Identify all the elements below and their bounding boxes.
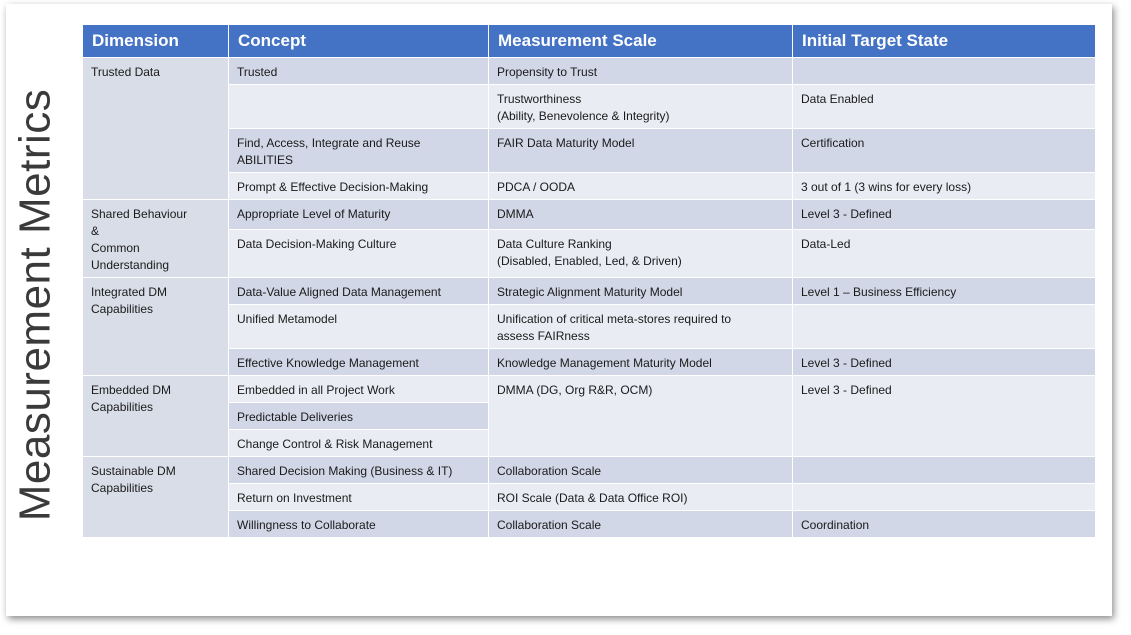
dimension-line: Shared Behaviour	[91, 207, 188, 221]
target-state-cell	[793, 229, 1096, 277]
header-dimension: Dimension	[83, 25, 229, 58]
concept-cell	[229, 305, 489, 349]
target-state-cell	[793, 173, 1096, 200]
concept-line: ABILITIES	[237, 153, 294, 167]
measurement-scale-cell	[489, 278, 793, 305]
target-line	[801, 64, 1087, 81]
concept-line: Embedded in all Project Work	[237, 383, 395, 397]
concept-line: Prompt & Effective Decision-Making	[237, 180, 429, 194]
concept-cell	[229, 129, 489, 173]
concept-cell	[229, 349, 489, 376]
scale-line: Collaboration Scale	[497, 518, 602, 532]
concept-line	[237, 91, 480, 108]
scale-line: Propensity to Trust	[497, 65, 598, 79]
dimension-line: Trusted Data	[91, 65, 160, 79]
scale-line: DMMA	[497, 207, 534, 221]
target-state-cell: Level 3 - Defined	[793, 376, 1096, 457]
table-row	[83, 511, 1096, 538]
dimension-cell	[83, 457, 229, 538]
scale-line: FAIR Data Maturity Model	[497, 136, 635, 150]
dimension-line: Understanding	[91, 258, 170, 272]
dimension-line: Sustainable DM	[91, 464, 176, 478]
concept-cell	[229, 457, 489, 484]
target-state-cell	[793, 278, 1096, 305]
dimension-cell	[83, 376, 229, 457]
header-concept: Concept	[229, 25, 489, 58]
target-line: 3 out of 1 (3 wins for every loss)	[801, 180, 972, 194]
measurement-scale-cell: DMMA (DG, Org R&R, OCM)	[489, 376, 793, 457]
dimension-cell	[83, 58, 229, 200]
target-line: Level 3 - Defined	[801, 356, 892, 370]
target-line: Data-Led	[801, 236, 851, 251]
concept-line: Appropriate Level of Maturity	[237, 207, 391, 221]
measurement-scale-cell	[489, 229, 793, 277]
concept-cell	[229, 278, 489, 305]
target-state-cell	[793, 85, 1096, 129]
target-line	[801, 490, 1087, 507]
concept-line: Data-Value Aligned Data Management	[237, 285, 441, 299]
header-initial-target-state: Initial Target State	[793, 25, 1096, 58]
metrics-table	[82, 24, 1096, 538]
scale-line: (Disabled, Enabled, Led, & Driven)	[497, 253, 682, 268]
concept-cell	[229, 376, 489, 403]
table-row	[83, 229, 1096, 277]
target-state-cell	[793, 457, 1096, 484]
measurement-scale-cell	[489, 129, 793, 173]
target-state-cell	[793, 511, 1096, 538]
target-line: Level 1 – Business Efficiency	[801, 285, 957, 299]
dimension-line: Capabilities	[91, 302, 154, 316]
scale-line: Trustworthiness	[497, 92, 582, 106]
measurement-scale-cell	[489, 511, 793, 538]
scale-line: Collaboration Scale	[497, 464, 602, 478]
concept-cell	[229, 430, 489, 457]
concept-line: Trusted	[237, 65, 278, 79]
concept-line: Willingness to Collaborate	[237, 518, 376, 532]
scale-line: Strategic Alignment Maturity Model	[497, 285, 683, 299]
dimension-line: Integrated DM	[91, 285, 168, 299]
header-measurement-scale: Measurement Scale	[489, 25, 793, 58]
table-row	[83, 85, 1096, 129]
target-line	[801, 463, 1087, 480]
measurement-scale-cell	[489, 173, 793, 200]
dimension-line: Capabilities	[91, 400, 154, 414]
measurement-scale-cell	[489, 85, 793, 129]
metrics-body	[83, 58, 1096, 538]
side-title-container	[12, 60, 58, 550]
scale-line: ROI Scale (Data & Data Office ROI)	[497, 491, 688, 505]
concept-cell	[229, 200, 489, 230]
header-row	[83, 25, 1096, 58]
concept-cell	[229, 484, 489, 511]
table-row	[83, 200, 1096, 230]
concept-cell	[229, 511, 489, 538]
concept-line: Find, Access, Integrate and Reuse	[237, 136, 421, 150]
dimension-line: Common	[91, 241, 140, 255]
concept-line: Data Decision-Making Culture	[237, 236, 397, 251]
scale-line: Knowledge Management Maturity Model	[497, 356, 712, 370]
table-row	[83, 349, 1096, 376]
target-line	[801, 311, 1087, 328]
table-row	[83, 58, 1096, 85]
table-row	[83, 305, 1096, 349]
scale-line: Unification of critical meta-stores required to	[497, 312, 732, 326]
scale-line: Data Culture Ranking	[497, 236, 612, 251]
dimension-line: Capabilities	[91, 481, 154, 495]
concept-line: Predictable Deliveries	[237, 410, 354, 424]
dimension-cell	[83, 278, 229, 376]
dimension-cell	[83, 200, 229, 278]
target-state-cell	[793, 58, 1096, 85]
target-line: Level 3 - Defined	[801, 207, 892, 221]
concept-line: Effective Knowledge Management	[237, 356, 419, 370]
table-row	[83, 376, 1096, 403]
concept-cell	[229, 403, 489, 430]
scale-line: PDCA / OODA	[497, 180, 576, 194]
measurement-scale-cell	[489, 484, 793, 511]
target-line: Coordination	[801, 518, 870, 532]
target-state-cell	[793, 349, 1096, 376]
table-row	[83, 173, 1096, 200]
target-state-cell	[793, 200, 1096, 230]
concept-cell	[229, 85, 489, 129]
table-row	[83, 457, 1096, 484]
concept-line: Unified Metamodel	[237, 312, 338, 326]
concept-cell	[229, 229, 489, 277]
concept-line: Change Control & Risk Management	[237, 437, 433, 451]
target-line: Certification	[801, 136, 865, 150]
measurement-scale-cell	[489, 58, 793, 85]
side-title: Measurement Metrics	[10, 88, 60, 522]
dimension-line: &	[91, 224, 100, 238]
measurement-scale-cell	[489, 200, 793, 230]
concept-cell	[229, 58, 489, 85]
measurement-scale-cell	[489, 457, 793, 484]
measurement-scale-cell	[489, 305, 793, 349]
concept-line: Shared Decision Making (Business & IT)	[237, 464, 453, 478]
measurement-scale-cell	[489, 349, 793, 376]
scale-line: (Ability, Benevolence & Integrity)	[497, 109, 670, 123]
table-row	[83, 484, 1096, 511]
scale-line: assess FAIRness	[497, 329, 590, 343]
target-line: Data Enabled	[801, 92, 874, 106]
target-state-cell	[793, 129, 1096, 173]
target-state-cell	[793, 484, 1096, 511]
target-state-cell	[793, 305, 1096, 349]
concept-line: Return on Investment	[237, 491, 352, 505]
concept-cell	[229, 173, 489, 200]
dimension-line: Embedded DM	[91, 383, 172, 397]
table-row	[83, 278, 1096, 305]
table-row	[83, 129, 1096, 173]
